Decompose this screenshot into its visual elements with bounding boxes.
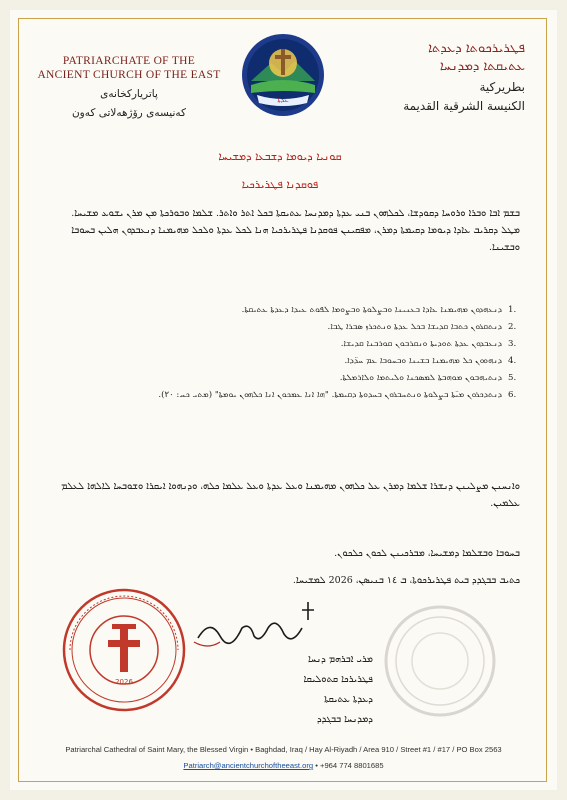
header-left bbox=[34, 54, 224, 120]
header-english-line2: ANCIENT CHURCH OF THE EAST bbox=[37, 69, 221, 81]
signatory-name-line2: ܦܛܪܝܪܟܐ ܩܬܘܠܝܩܐ bbox=[303, 674, 373, 685]
header-kurdish-line2: کەنیسەی رۆژھەلاتی کەون bbox=[71, 107, 187, 119]
signatory-name-line4: ܕܡܕܢܚܐ ܒܒܓܕܕ bbox=[316, 714, 373, 725]
list-item-text: ܕܢܬܕܟܪܘܢ ܡܝ̈ܬܐ ܒܨܠܘܬܐ ܘܢܬܚܒܪܘܢ ܒܚܕܘܬܐ ܕܩܝܡܬܐ. "ܗܐ ܐܢܐ ܥܡܟܘܢ ܐܢܐ ܟܠܗܘܢ ܝܘܡܬܐ" (ܡܬܝ ܟܚ: ٢٠). bbox=[158, 390, 502, 400]
footer-address: Patriarchal Cathedral of Saint Mary, the Blessed Virgin • Baghdad, Iraq / Hay Al-Riyadh / Area 910 / Street #1 / #17 / PO Box 2563 bbox=[65, 745, 502, 754]
list-item: .3 ܕܢܥܒܕܘܢ ܥܕܬܐ ܬܘܕܝܬܐ ܘܢܩܪܒܘܢ ܩܘܪܒܢܐ ܩܕܝܫܐ. bbox=[50, 336, 520, 353]
emblem-label: ܥܕܬܐ bbox=[277, 96, 289, 104]
document-date: ܟܬܝܒ ܒܒܓܕܕ ܒܝܬ ܦܛܪܝܪܟܘܬܐ، ܒ ١٤ ܒܢܝܣܢ، 2026 ܠܡܫܝܚܐ. bbox=[292, 575, 520, 586]
list-item-text: ܕܢܬܝܗܒܘܢ ܡܘܗܒܬܐ ܠܡܣܟܢܐ ܘܠܝܬܡܐ ܘܠܐܪܡܠܬܐ. bbox=[339, 373, 502, 383]
list-item: .4 ܕܢܗܘܘܢ ܟܠ ܡܗܝܡܢܐ ܒܫܝܢܐ ܘܒܚܘܒܐ ܥܡ ܚܕ̈ܕܐ. bbox=[50, 353, 520, 370]
patriarch-seal bbox=[62, 588, 186, 712]
body-paragraph-2: ܘܐܢܚܢܢ ܡܨܠܝܢܢ ܕܢܫܪܐ ܫܠܡܐ ܕܡܪܢ ܥܠ ܟܠܗܘܢ ܡܗܝܡܢܐ ܘܥܠ ܥܕܬܐ ܘܥܠ ܥܠܡܐ ܟܠܗ، ܘܕܢܗܘܐ ܐܝܩܪܐ ܘܫܘܒܚܐ ܠܐܠܗܐ ܠܥܠܡ ܥܠܡܝܢ. bbox=[61, 481, 520, 509]
document-title-line1: ܩܘܢܝܐ ܕܝܘܡܐ ܕܫܒܥܐ ܕܡܫܝܚܐ bbox=[218, 150, 342, 163]
signatory-name-line3: ܕܥܕܬܐ ܥܬܝܩܬܐ bbox=[324, 694, 373, 705]
list-item-text: ܕܢܗܘܘܢ ܟܠ ܡܗܝܡܢܐ ܒܫܝܢܐ ܘܒܚܘܒܐ ܥܡ ܚܕ̈ܕܐ. bbox=[344, 356, 502, 366]
header-kurdish-line1: پاتریارکخانەی bbox=[100, 88, 158, 100]
decree-list bbox=[50, 302, 520, 404]
list-item: .1 ܕܢܥܗܕܘܢ ܡܗܝܡܢܐ ܥܐܕܐ ܒܥܢܝܢܐ ܘܒܨܠܘܬܐ ܘܒܨܘܡܐ ܠܦܘܬ ܥܝܕܐ ܕܥܕܬܐ ܥܬܝܩܬܐ. bbox=[50, 302, 520, 319]
header-right bbox=[355, 40, 525, 114]
church-emblem bbox=[241, 33, 325, 117]
list-item: .5 ܕܢܬܝܗܒܘܢ ܡܘܗܒܬܐ ܠܡܣܟܢܐ ܘܠܝܬܡܐ ܘܠܐܪܡܠܬܐ. bbox=[50, 370, 520, 387]
list-item: .2 ܕܢܬܩܪܘܢ ܟܬܒܐ ܩܕܝܫܐ ܒܟܠ ܥܕܬܐ ܘܢܬܟܪܙ ܣܒܪܐ ܛܒܐ. bbox=[50, 319, 520, 336]
header-english-line1: PATRIARCHATE OF THE bbox=[62, 55, 196, 67]
header-syriac-line2: ܥܬܝܩܬܐ ܕܡܕܢܚܐ bbox=[439, 59, 525, 74]
signatory-name-line1: ܡܪܝ ܐܒܪܗܡ ܕܢܚܐ bbox=[308, 654, 373, 665]
body-paragraph-3: ܒܚܘܒܐ ܘܒܫܠܡܐ ܕܡܫܝܚܐ، ܡܒܪܟܝܢܢ ܠܟܘܢ ܟܠܟܘܢ. bbox=[334, 548, 520, 559]
embossed-seal bbox=[384, 605, 496, 717]
header-arabic-line2: الكنيسة الشرقية القديمة bbox=[403, 99, 525, 113]
footer-phone: • +964 774 8801685 bbox=[313, 761, 384, 770]
signatory-block bbox=[208, 650, 373, 730]
email-link[interactable]: Patriarch@ancientchurchoftheeast.org bbox=[183, 761, 314, 770]
header-arabic-line1: بطريركية bbox=[479, 80, 525, 94]
document-title-line2: ܦܘܩܕܢܐ ܦܛܪܝܪܟܝܐ bbox=[241, 178, 319, 191]
footer bbox=[30, 744, 537, 770]
list-item: .6 ܕܢܬܕܟܪܘܢ ܡܝ̈ܬܐ ܒܨܠܘܬܐ ܘܢܬܚܒܪܘܢ ܒܚܕܘܬܐ ܕܩܝܡܬܐ. "ܗܐ ܐܢܐ ܥܡܟܘܢ ܐܢܐ ܟܠܗܘܢ ܝܘܡܬܐ" (ܡܬܝ ܟܚ: ٢٠). bbox=[50, 387, 520, 404]
footer-contact bbox=[30, 761, 537, 770]
seal-year: 2026 bbox=[115, 678, 133, 686]
handwritten-signature bbox=[190, 598, 320, 653]
list-item-text: ܕܢܥܒܕܘܢ ܥܕܬܐ ܬܘܕܝܬܐ ܘܢܩܪܒܘܢ ܩܘܪܒܢܐ ܩܕܝܫܐ. bbox=[340, 339, 502, 349]
list-item-text: ܕܢܬܩܪܘܢ ܟܬܒܐ ܩܕܝܫܐ ܒܟܠ ܥܕܬܐ ܘܢܬܟܪܙ ܣܒܪܐ ܛܒܐ. bbox=[327, 322, 502, 332]
list-item-text: ܕܢܥܗܕܘܢ ܡܗܝܡܢܐ ܥܐܕܐ ܒܥܢܝܢܐ ܘܒܨܠܘܬܐ ܘܒܨܘܡܐ ܠܦܘܬ ܥܝܕܐ ܕܥܕܬܐ ܥܬܝܩܬܐ. bbox=[241, 305, 502, 315]
header-syriac-line1: ܦܛܪܝܪܟܘܬܐ ܕܥܕܬܐ bbox=[428, 41, 525, 56]
body-paragraph-1: ܒܫܡ ܐܒܐ ܘܒܪܐ ܘܪܘܚܐ ܕܩܘܕܫܐ، ܠܟܠܗܘܢ ܒܢܝ ܥܕܬܐ ܕܡܕܢܚܐ ܥܬܝܩܬܐ ܒܟܠ ܐܬܪ ܘܐܬܪ. ܫܠܡܐ ܘܒܘܪܟܬܐ ܡܢ ܡܪܢ ܝܫܘܥ ܡܫܝܚܐ. ܡܛܠ ܕܩܪܝܒ ܥܐܕܐ ܕܝܘܡܐ ܕܩܝܡܬܐ ܕܡܪܢ، ܡܦܩܝܢܢ ܦܘܩܕܢܐ ܦܛܪܝܪܟܝܐ ܗܢܐ ܠܟܠ ܥܕܬܐ ܘܠܟܠ ܡܗܝܡܢܐ ܕܢܥܒܕܘܢ ܗܠܝܢ ܒܚܘܒܐ ܘܒܫܝܢܐ. bbox=[71, 208, 520, 253]
